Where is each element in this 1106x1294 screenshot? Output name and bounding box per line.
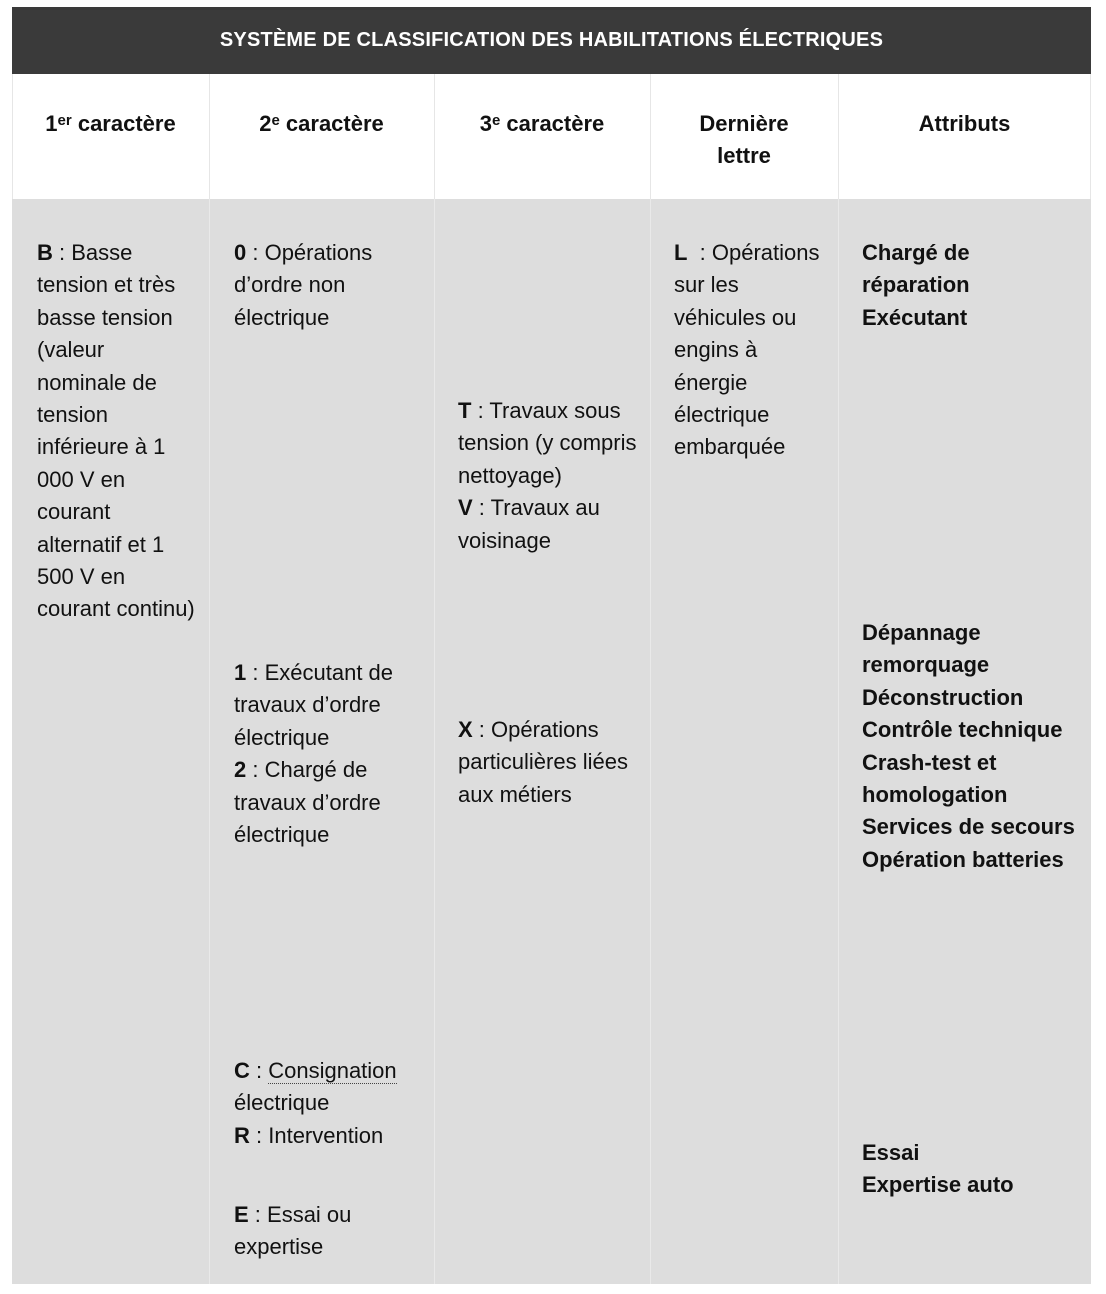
attribute-item: Chargé de réparation xyxy=(862,240,970,298)
header-attributes: Attributs xyxy=(918,111,1011,136)
attribute-item: Exécutant xyxy=(862,304,968,330)
header-last-letter: Dernière lettre xyxy=(699,111,789,168)
attribute-item: Dépannage remorquage xyxy=(862,620,990,678)
classification-table xyxy=(12,7,1091,1284)
attributes-group-2 xyxy=(862,617,1077,876)
attributes-group-1 xyxy=(862,237,1077,334)
header-third-character: 3e caractère xyxy=(479,111,605,136)
second-char-1-2: 1 : Exécutant de travaux d’ordre électrique 2 : Chargé de travaux d’ordre électrique xyxy=(234,660,394,848)
second-char-0: 0 : Opérations d’ordre non électrique xyxy=(234,240,373,330)
body-row xyxy=(12,199,1091,1284)
attribute-item: Crash-test et homologation xyxy=(862,749,1008,808)
table-title: SYSTÈME DE CLASSIFICATION DES HABILITATIONS ÉLECTRIQUES xyxy=(12,7,1091,74)
attribute-item: Essai xyxy=(862,1140,920,1165)
second-char-e: E : Essai ou expertise xyxy=(234,1202,352,1260)
consignation-link[interactable]: Consignation xyxy=(268,1058,397,1083)
third-char-t-v: T : Travaux sous tension (y compris nettoyage) V : Travaux au voisinage xyxy=(458,398,637,553)
second-char-c-r: C : Consignation électrique R : Intervention xyxy=(234,1058,397,1148)
voltage-level-b: B : Basse tension et très basse tension (valeur nominale de tension inférieure à 1 000 V en courant alternatif et 1 500 V en courant continu) xyxy=(37,240,195,622)
attribute-item: Contrôle technique xyxy=(862,717,1063,743)
attribute-item: Services de secours xyxy=(862,814,1075,840)
header-second-character: 2e caractère xyxy=(259,111,384,136)
last-letter-l: L : Opérations sur les véhicules ou engins à énergie électrique embarquée xyxy=(674,240,826,460)
header-row xyxy=(12,74,1091,199)
header-first-character: 1er caractère xyxy=(45,111,176,136)
third-char-x: X : Opérations particulières liées aux métiers xyxy=(458,717,628,807)
attribute-item: Expertise auto xyxy=(862,1172,1014,1198)
attribute-item: Opération batteries xyxy=(862,846,1064,872)
attribute-item: Déconstruction xyxy=(862,684,1024,710)
attributes-group-3 xyxy=(862,1137,1077,1202)
